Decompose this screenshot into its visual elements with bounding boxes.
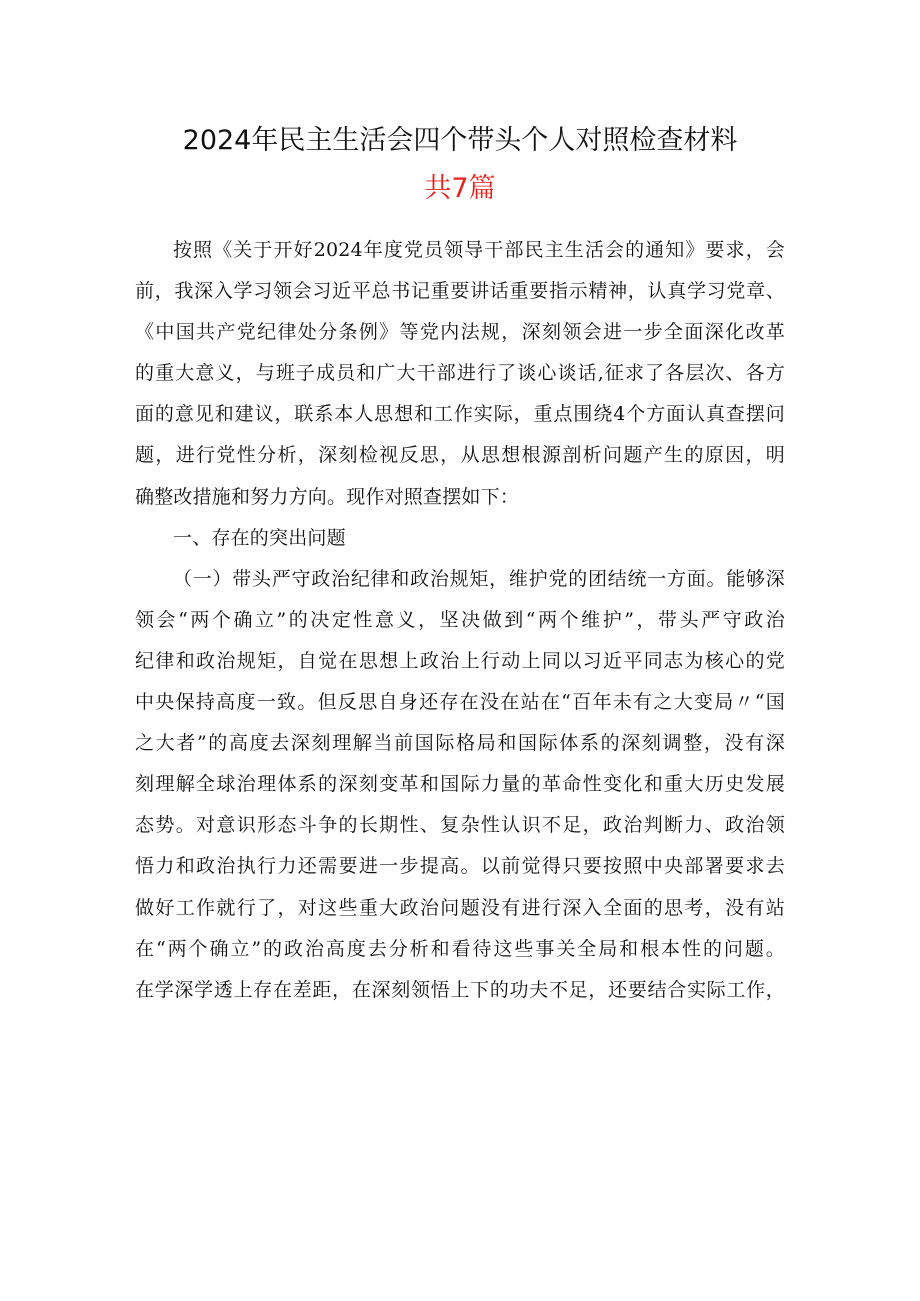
body-text-line: 在学深学透上存在差距，在深刻领悟上下的功夫不足，还要结合实际工作， bbox=[135, 978, 785, 1001]
body-text-line: 领会“两个确立”的决定性意义，坚决做到“两个维护”，带头严守政治 bbox=[135, 608, 785, 631]
body-text-line: 确整改措施和努力方向。现作对照查摆如下： bbox=[135, 485, 520, 508]
body-text-line: 前，我深入学习领会习近平总书记重要讲话重要指示精神，认真学习党章、 bbox=[135, 280, 785, 303]
body-text-line: （一）带头严守政治纪律和政治规矩，维护党的团结统一方面。能够深 bbox=[173, 567, 785, 590]
body-text-line: 纪律和政治规矩，自觉在思想上政治上行动上同以习近平同志为核心的党 bbox=[135, 649, 785, 672]
body-text-line: 中央保持高度一致。但反思自身还存在没在站在“百年未有之大变局〃“国 bbox=[135, 691, 785, 714]
body-text-line: 做好工作就行了，对这些重大政治问题没有进行深入全面的思考，没有站 bbox=[135, 896, 785, 919]
body-text-line: 按照《关于开好2024年度党员领导干部民主生活会的通知》要求，会 bbox=[173, 239, 785, 261]
document-body bbox=[135, 230, 785, 1011]
document-title: 2024年民主生活会四个带头个人对照检查材料 bbox=[182, 125, 738, 156]
body-text-line: 在“两个确立”的政治高度去分析和看待这些事关全局和根本性的问题。 bbox=[135, 937, 785, 960]
document-subtitle: 共7篇 bbox=[424, 173, 496, 204]
body-text-line: 的重大意义，与班子成员和广大干部进行了谈心谈话,征求了各层次、各方 bbox=[135, 362, 785, 385]
body-text-line: 刻理解全球治理体系的深刻变革和国际力量的革命性变化和重大历史发展 bbox=[135, 773, 785, 796]
body-text-line: 《中国共产党纪律处分条例》等党内法规，深刻领会进一步全面深化改革 bbox=[135, 321, 785, 344]
body-text-line: 题，进行党性分析，深刻检视反思，从思想根源剖析问题产生的原因，明 bbox=[135, 444, 785, 467]
body-text-line: 面的意见和建议，联系本人思想和工作实际，重点围绕4个方面认真查摆问 bbox=[135, 403, 785, 426]
body-text-line: 态势。对意识形态斗争的长期性、复杂性认识不足，政治判断力、政治领 bbox=[135, 814, 785, 837]
body-text-line: 悟力和政治执行力还需要进一步提高。以前觉得只要按照中央部署要求去 bbox=[135, 855, 785, 878]
body-text-line: 一、存在的突出问题 bbox=[173, 526, 346, 549]
body-text-line: 之大者”的高度去深刻理解当前国际格局和国际体系的深刻调整，没有深 bbox=[135, 732, 785, 755]
